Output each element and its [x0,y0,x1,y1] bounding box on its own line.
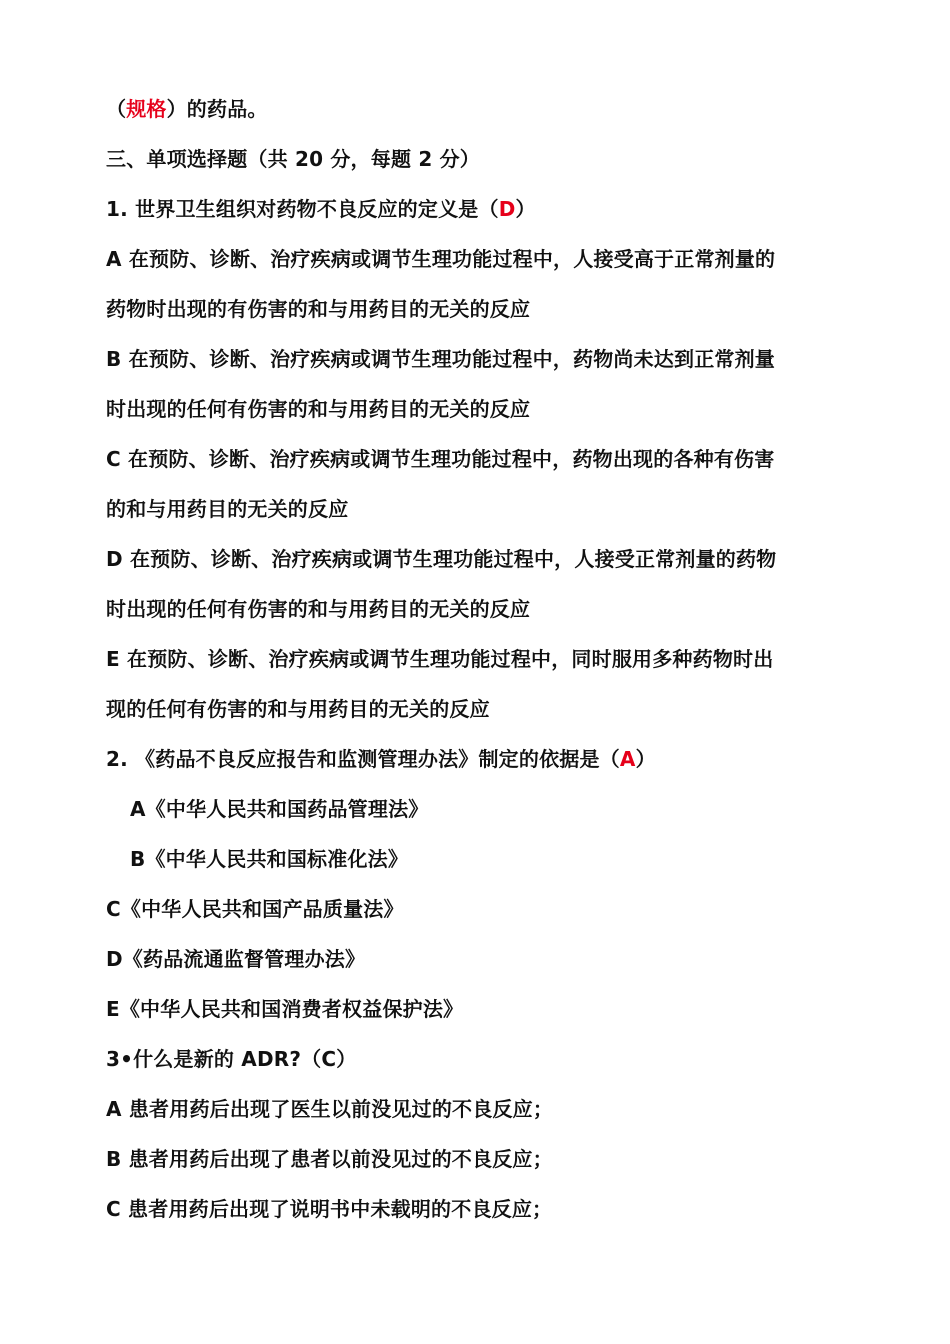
question-text: ） [635,747,656,771]
answer-highlight: A [619,747,636,771]
option-line: C 在预防、诊断、治疗疾病或调节生理功能过程中，药物出现的各种有伤害 [106,447,775,471]
option-line: A 在预防、诊断、治疗疾病或调节生理功能过程中，人接受高于正常剂量的 [106,247,776,271]
text: ）的药品。 [166,97,268,121]
question-text: ） [515,197,536,221]
text: （ [106,97,127,121]
option-line: E《中华人民共和国消费者权益保护法》 [106,997,464,1021]
option-line: 的和与用药目的无关的反应 [106,497,349,521]
option-line: D《药品流通监督管理办法》 [106,947,366,971]
section-heading: 三、单项选择题（共 20 分，每题 2 分） [106,147,480,171]
option-line: A《中华人民共和国药品管理法》 [130,797,429,821]
question-text: 1. 世界卫生组织对药物不良反应的定义是（ [106,197,499,221]
option-line: B《中华人民共和国标准化法》 [130,847,409,871]
option-line: A 患者用药后出现了医生以前没见过的不良反应； [106,1097,554,1121]
option-line: E 在预防、诊断、治疗疾病或调节生理功能过程中，同时服用多种药物时出 [106,647,774,671]
option-line: B 在预防、诊断、治疗疾病或调节生理功能过程中，药物尚未达到正常剂量 [106,347,776,371]
option-line: C 患者用药后出现了说明书中未载明的不良反应； [106,1197,553,1221]
option-line: 时出现的任何有伤害的和与用药目的无关的反应 [106,397,531,421]
fill-blank-answer-line [106,92,846,126]
option-line: C《中华人民共和国产品质量法》 [106,897,404,921]
option-line: 药物时出现的有伤害的和与用药目的无关的反应 [106,297,531,321]
question-1 [106,192,846,226]
question-text: 2. 《药品不良反应报告和监测管理办法》制定的依据是（ [106,747,620,771]
question-3: 3•什么是新的 ADR?（C） [106,1047,357,1071]
answer-highlight: 规格 [126,97,167,121]
option-line: 现的任何有伤害的和与用药目的无关的反应 [106,697,490,721]
option-line: D 在预防、诊断、治疗疾病或调节生理功能过程中，人接受正常剂量的药物 [106,547,777,571]
answer-highlight: D [498,197,516,221]
option-line: B 患者用药后出现了患者以前没见过的不良反应； [106,1147,553,1171]
question-2 [106,742,846,776]
option-line: 时出现的任何有伤害的和与用药目的无关的反应 [106,597,531,621]
